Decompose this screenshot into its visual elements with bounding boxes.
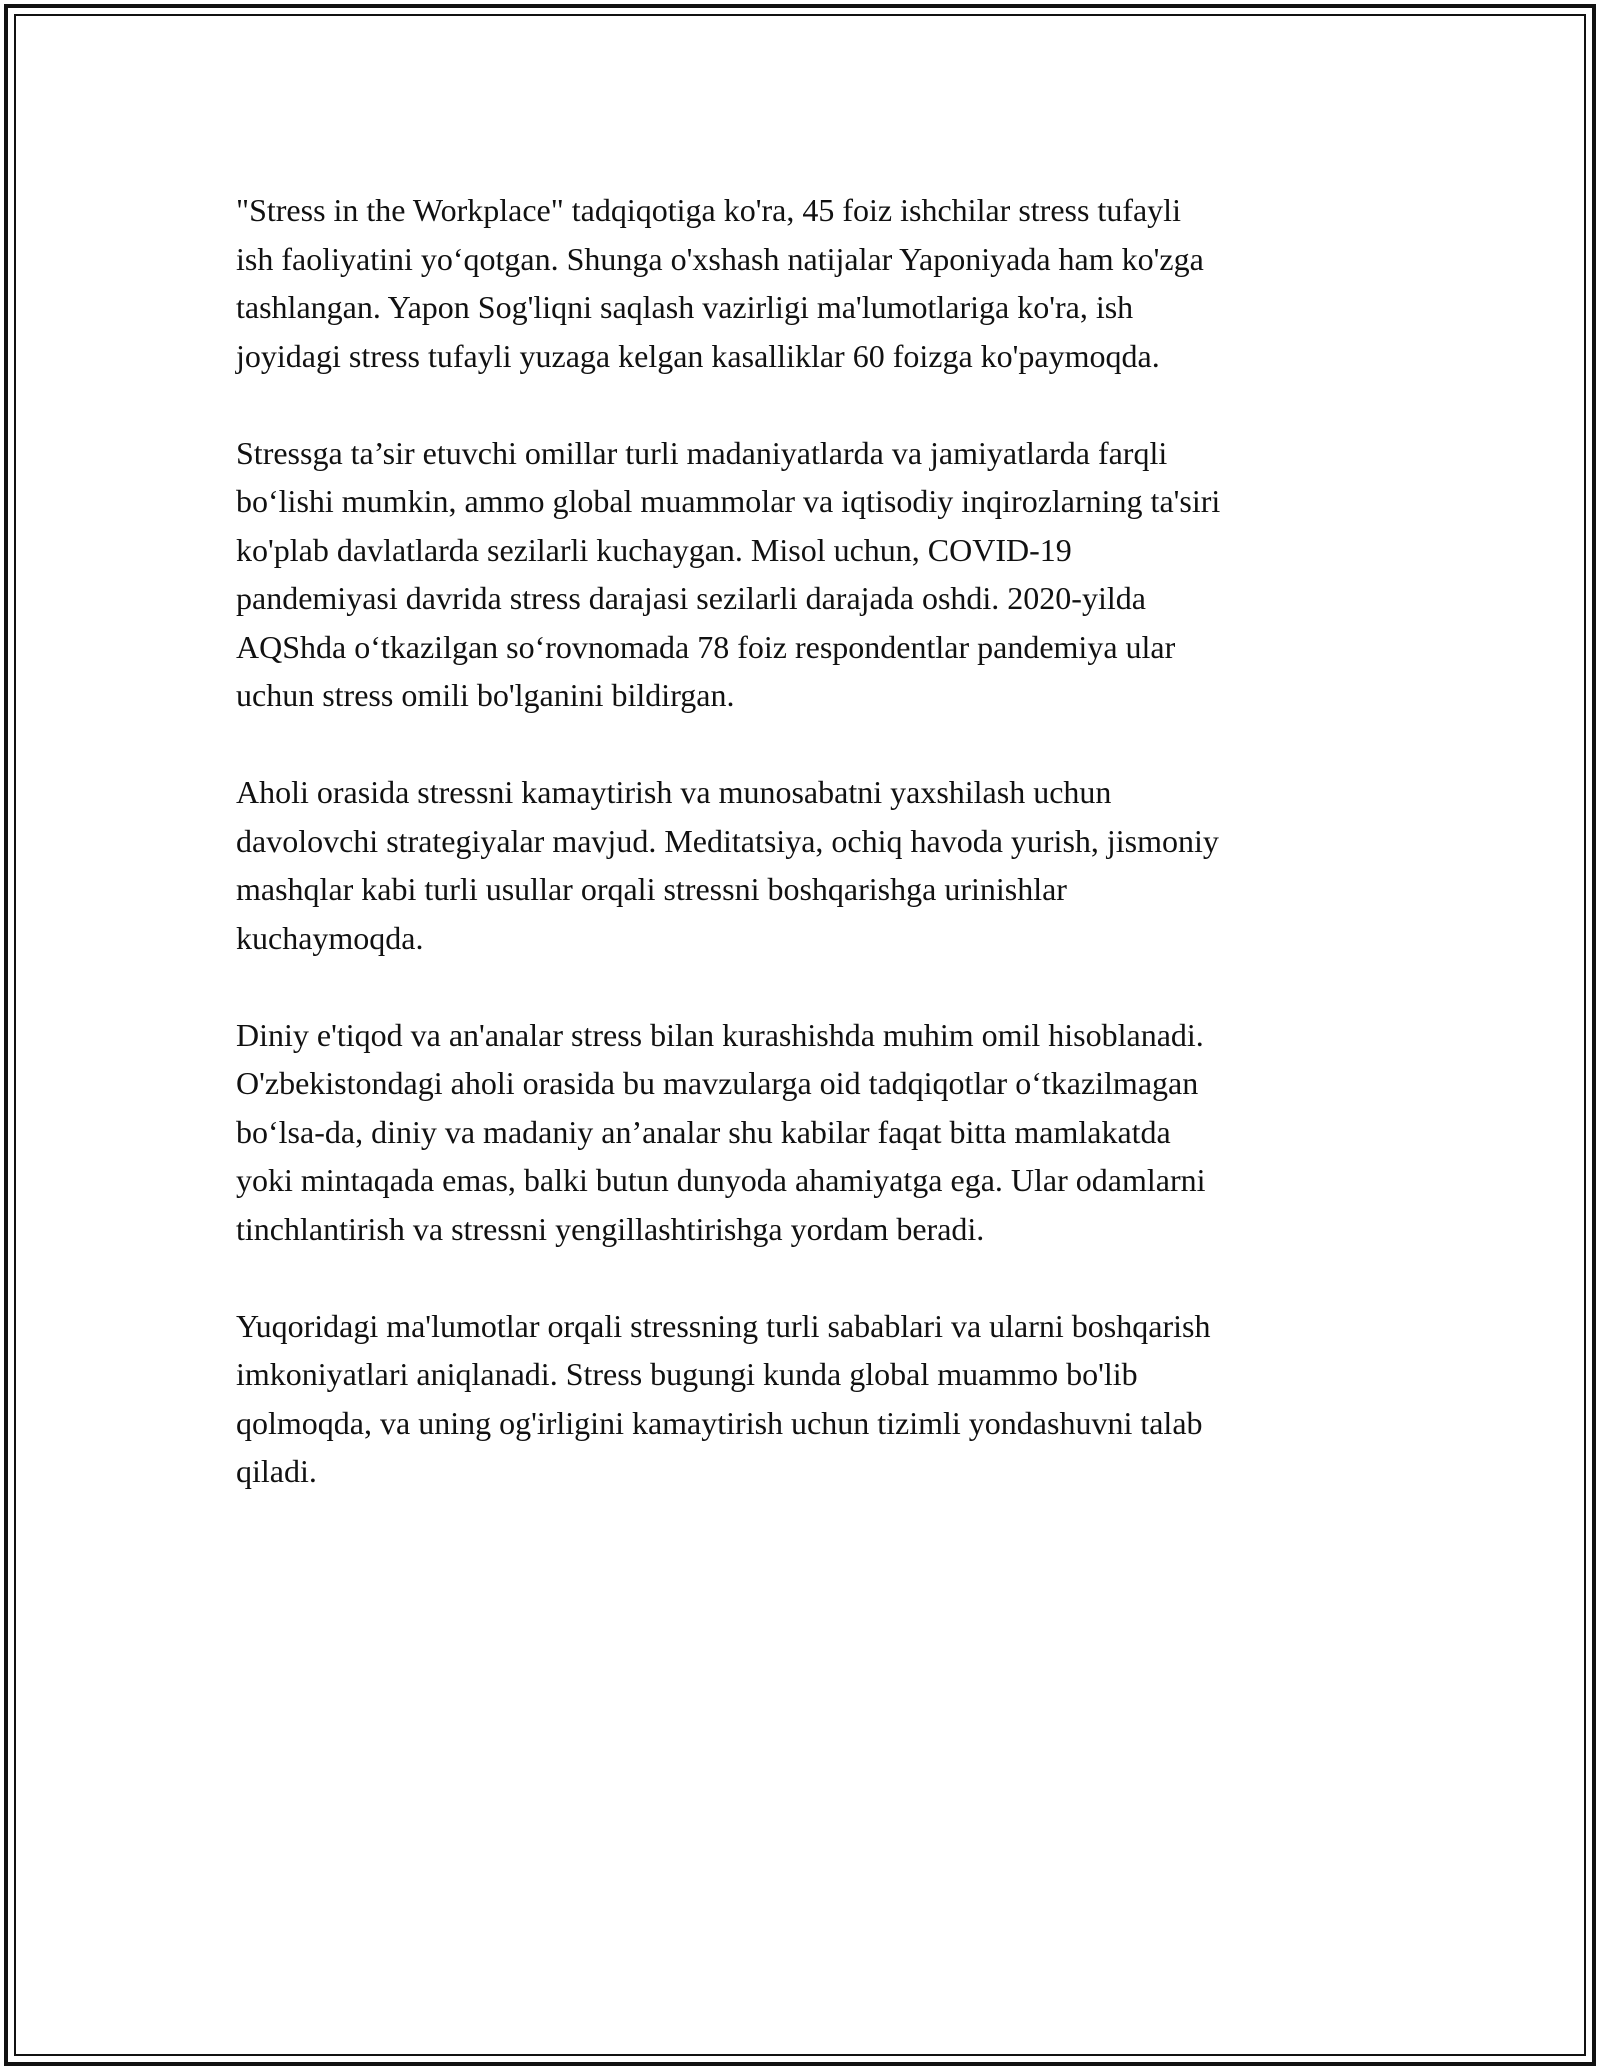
text-line: mashqlar kabi turli usullar orqali stressni boshqarishga urinishlar <box>236 871 1067 907</box>
text-line: kuchaymoqda. <box>236 919 424 956</box>
text-line: AQShda o‘tkazilgan so‘rovnomada 78 foiz respondentlar pandemiya ular <box>236 628 1176 665</box>
text-line: davolovchi strategiyalar mavjud. Meditatsiya, ochiq havoda yurish, jismoniy <box>236 822 1219 859</box>
text-line: tinchlantirish va stressni yengillashtirishga yordam beradi. <box>236 1210 985 1247</box>
text-line: Diniy e'tiqod va an'analar stress bilan kurashishda muhim omil hisoblanadi. <box>236 1016 1204 1053</box>
text-line: Stressga ta’sir etuvchi omillar turli madaniyatlarda va jamiyatlarda farqli <box>236 434 1168 471</box>
paragraph-workplace-stress <box>236 186 1376 380</box>
text-line: "Stress in the Workplace" tadqiqotiga ko'ra, 45 foiz ishchilar stress tufayli <box>236 192 1181 228</box>
paragraph-stress-factors <box>236 429 1376 720</box>
text-line: bo‘lishi mumkin, ammo global muammolar va iqtisodiy inqirozlarning ta'siri <box>236 483 1221 519</box>
text-line: imkoniyatlari aniqlanadi. Stress bugungi kunda global muammo bo'lib <box>236 1356 1138 1392</box>
text-line: qiladi. <box>236 1453 317 1489</box>
text-line: uchun stress omili bo'lganini bildirgan. <box>236 677 735 713</box>
text-line: ish faoliyatini yo‘qotgan. Shunga o'xshash natijalar Yaponiyada ham ko'zga <box>236 240 1204 277</box>
document-body <box>236 186 1376 1544</box>
text-line: qolmoqda, va uning og'irligini kamaytirish uchun tizimli yondashuvni talab <box>236 1404 1203 1441</box>
text-line: tashlangan. Yapon Sog'liqni saqlash vazirligi ma'lumotlariga ko'ra, ish <box>236 289 1134 325</box>
paragraph-coping-strategies <box>236 768 1376 962</box>
text-line: Aholi orasida stressni kamaytirish va munosabatni yaxshilash uchun <box>236 774 1112 810</box>
text-line: pandemiyasi davrida stress darajasi sezilarli darajada oshdi. 2020-yilda <box>236 580 1146 616</box>
text-line: ko'plab davlatlarda sezilarli kuchaygan. Misol uchun, COVID-19 <box>236 531 1072 568</box>
paragraph-conclusion <box>236 1302 1376 1496</box>
text-line: Yuqoridagi ma'lumotlar orqali stressning turli sabablari va ularni boshqarish <box>236 1307 1211 1344</box>
text-line: yoki mintaqada emas, balki butun dunyoda ahamiyatga ega. Ular odamlarni <box>236 1162 1206 1198</box>
paragraph-religion-traditions <box>236 1011 1376 1254</box>
text-line: joyidagi stress tufayli yuzaga kelgan kasalliklar 60 foizga ko'paymoqda. <box>236 337 1160 374</box>
text-line: bo‘lsa-da, diniy va madaniy an’analar shu kabilar faqat bitta mamlakatda <box>236 1113 1171 1150</box>
text-line: O'zbekistondagi aholi orasida bu mavzularga oid tadqiqotlar o‘tkazilmagan <box>236 1065 1199 1101</box>
